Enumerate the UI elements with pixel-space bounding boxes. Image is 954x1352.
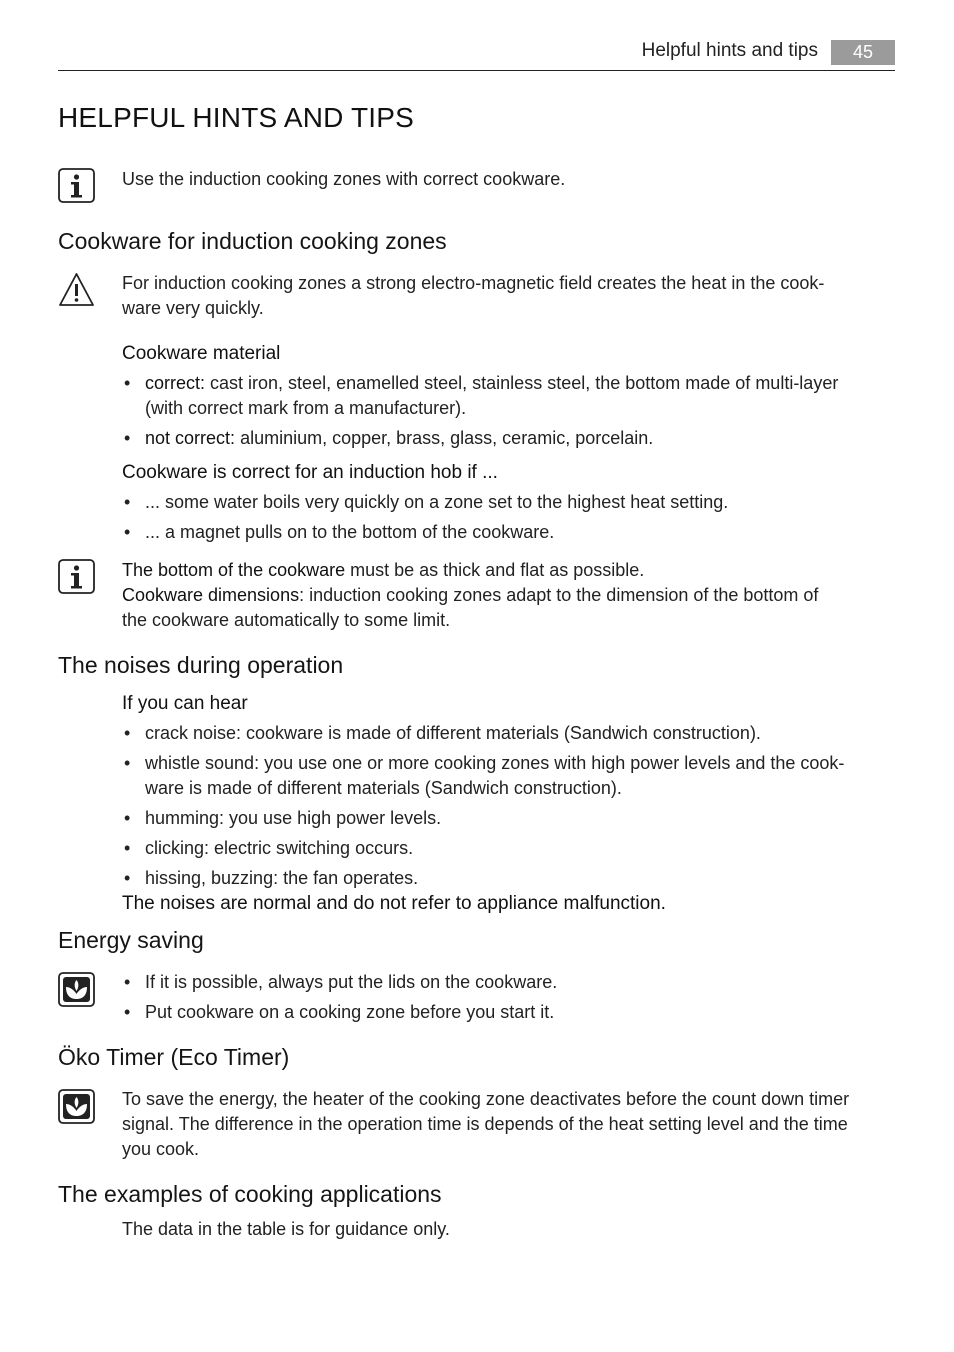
energy-heading: Energy saving (58, 927, 204, 953)
cookware-warning (122, 271, 896, 321)
energy-list (122, 970, 896, 1030)
examples-text: The data in the table is for guidance only. (122, 1219, 450, 1239)
correct-if-label: Cookware is correct for an induction hob if ... (122, 462, 498, 483)
eco-icon (58, 1089, 95, 1124)
list-item: • hissing, buzzing: the fan operates. (124, 868, 419, 888)
warning-line-2: ware very quickly. (122, 298, 264, 318)
cookware-heading: Cookware for induction cooking zones (58, 228, 447, 254)
eco-timer-text: To save the energy, the heater of the cooking zone deactivates before the count down timer signal. The difference in the operation time is depends of the heat setting level and the time you cook. (122, 1089, 850, 1159)
list-item: • ... some water boils very quickly on a zone set to the highest heat setting. (124, 492, 729, 512)
warning-line-1: For induction cooking zones a strong electro-magnetic field creates the heat in the cook- (122, 273, 825, 293)
list-item: • If it is possible, always put the lids on the cookware. (124, 972, 558, 992)
dimensions-note-line-2: the cookware automatically to some limit. (122, 610, 451, 630)
materials-list (122, 371, 896, 456)
noises-list (122, 721, 896, 896)
list-item: • crack noise: cookware is made of different materials (Sandwich construction). (124, 723, 761, 743)
running-header-title: Helpful hints and tips (641, 40, 818, 61)
list-item: • not correct: aluminium, copper, brass, glass, ceramic, porcelain. (124, 428, 654, 448)
eco-icon (58, 972, 95, 1007)
list-item: • clicking: electric switching occurs. (124, 838, 414, 858)
intro-text: Use the induction cooking zones with correct cookware. (122, 169, 566, 189)
list-item: • whistle sound: you use one or more cooking zones with high power levels and the cook- ware is made of different materials (Sandwich construction). (124, 753, 845, 798)
page-title: HELPFUL HINTS AND TIPS (58, 102, 415, 133)
bottom-note: The bottom of the cookware must be as thick and flat as possible. (122, 560, 645, 580)
list-item: • humming: you use high power levels. (124, 808, 442, 828)
correct-if-list (122, 490, 896, 550)
list-item: • ... a magnet pulls on to the bottom of the cookware. (124, 522, 555, 542)
noises-heading: The noises during operation (58, 652, 344, 678)
list-item: • correct: cast iron, steel, enamelled steel, stainless steel, the bottom made of multi-layer (with correct mark from a manufacturer). (124, 373, 839, 418)
page-number: 45 (831, 40, 895, 65)
info-icon (58, 168, 95, 203)
header-rule (58, 70, 895, 71)
warning-icon (58, 272, 95, 307)
eco-timer-heading: Öko Timer (Eco Timer) (58, 1044, 290, 1070)
material-label: Cookware material (122, 343, 281, 364)
list-item: • Put cookware on a cooking zone before you start it. (124, 1002, 555, 1022)
info-icon (58, 559, 95, 594)
dimensions-note: Cookware dimensions: induction cooking zones adapt to the dimension of the bottom of (122, 585, 819, 605)
noises-intro: If you can hear (122, 693, 248, 714)
examples-heading: The examples of cooking applications (58, 1181, 442, 1207)
cookware-info (122, 558, 896, 633)
noises-note: The noises are normal and do not refer to appliance malfunction. (122, 893, 666, 914)
